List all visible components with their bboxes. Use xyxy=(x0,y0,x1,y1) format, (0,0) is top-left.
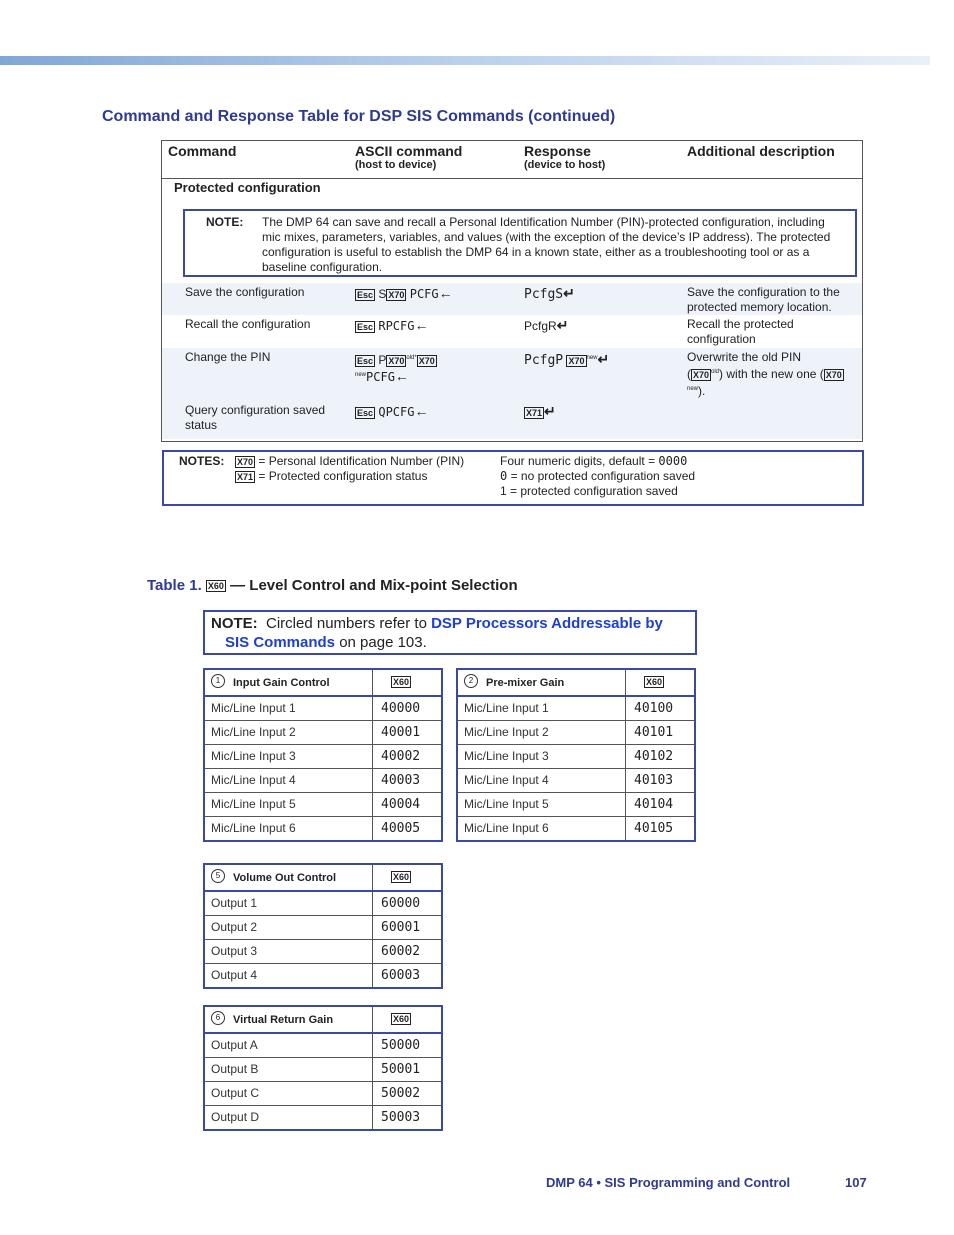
variable-box: X60 xyxy=(393,1014,410,1024)
ascii-cell xyxy=(355,286,453,302)
row-value: 60000 xyxy=(381,896,421,911)
left-arrow-icon: ← xyxy=(414,317,429,333)
row-value: 40000 xyxy=(381,701,421,716)
table-row xyxy=(205,964,441,987)
row-value: 50002 xyxy=(381,1086,421,1101)
row-value: 40104 xyxy=(634,797,674,812)
table-row xyxy=(205,697,441,721)
caption-number: Table 1. xyxy=(147,577,202,594)
left-arrow-icon: ← xyxy=(438,285,453,301)
row-label: Output 3 xyxy=(211,944,258,958)
notes-value: 0 xyxy=(500,469,508,483)
header-ascii-sub: (host to device) xyxy=(355,159,437,171)
return-arrow-icon: ↵ xyxy=(556,317,569,333)
circled-number: 6 xyxy=(211,1011,225,1025)
row-label: Mic/Line Input 6 xyxy=(211,821,296,835)
row-value: 40102 xyxy=(634,749,674,764)
notes-text: = Personal Identification Number (PIN) xyxy=(258,454,465,468)
row-label: Output C xyxy=(211,1086,260,1100)
table-row xyxy=(205,721,441,745)
row-label: Mic/Line Input 4 xyxy=(464,773,549,787)
table-title: Volume Out Control xyxy=(233,872,337,884)
section-title: Command and Response Table for DSP SIS Commands (continued) xyxy=(102,108,616,125)
table-header xyxy=(205,670,441,697)
esc-key: Esc xyxy=(357,407,374,418)
variable-box: X70 xyxy=(237,456,254,467)
description-text: ) with the new one ( xyxy=(719,367,824,381)
table-row xyxy=(162,401,862,439)
notes-text: = Protected configuration status xyxy=(258,469,428,483)
notes-text: Four numeric digits, default = xyxy=(500,454,656,468)
command-cell: Query configuration saved status xyxy=(185,403,326,432)
table-row xyxy=(205,916,441,940)
ascii-text: S xyxy=(378,287,387,301)
esc-key: Esc xyxy=(357,321,374,332)
row-label: Mic/Line Input 5 xyxy=(464,797,549,811)
description-text: ). xyxy=(698,384,706,398)
ascii-text: PCFG xyxy=(366,370,395,384)
table-row xyxy=(458,721,694,745)
description-cell: Recall the protected configuration xyxy=(687,317,794,346)
circled-number: 2 xyxy=(464,674,478,688)
row-label: Output 2 xyxy=(211,920,258,934)
subscript: new xyxy=(687,386,699,392)
row-label: Output A xyxy=(211,1038,258,1052)
esc-key: Esc xyxy=(357,289,374,300)
table-title: Input Gain Control xyxy=(233,677,330,689)
description-cell: Save the configuration to the protected memory location. xyxy=(687,285,840,314)
notes-text: = no protected configuration saved xyxy=(510,469,696,483)
row-value: 40001 xyxy=(381,725,421,740)
table-row xyxy=(162,348,862,401)
ascii-cell xyxy=(355,318,428,334)
row-value: 60002 xyxy=(381,944,421,959)
response-text: PcfgP xyxy=(524,353,564,368)
row-label: Output D xyxy=(211,1110,260,1124)
table-row xyxy=(458,745,694,769)
table-header xyxy=(162,141,862,179)
table-row xyxy=(205,940,441,964)
row-value: 50001 xyxy=(381,1062,421,1077)
page-number: 107 xyxy=(845,1175,867,1190)
variable-box: X71 xyxy=(237,471,254,482)
header-response-sub: (device to host) xyxy=(524,159,606,171)
notes-box xyxy=(162,450,864,506)
table-row xyxy=(205,817,441,840)
description-text: Overwrite the old PIN xyxy=(687,350,802,364)
return-arrow-icon: ↵ xyxy=(597,351,610,367)
row-label: Output 1 xyxy=(211,896,258,910)
input-gain-table xyxy=(203,668,443,842)
note-box xyxy=(183,209,857,277)
table-row xyxy=(205,1034,441,1058)
variable-box: X60 xyxy=(207,581,224,592)
description-cell: Overwrite the old PIN ( X70 $^{old}$) with the new one ( X70 $^{new}$). xyxy=(687,350,842,398)
row-label: Mic/Line Input 6 xyxy=(464,821,549,835)
row-label: Mic/Line Input 1 xyxy=(211,701,296,715)
header-ascii: ASCII command xyxy=(355,143,463,159)
header-response: Response xyxy=(524,143,591,159)
response-cell xyxy=(524,318,568,334)
table-row xyxy=(205,769,441,793)
row-value: 40101 xyxy=(634,725,674,740)
circled-number: 1 xyxy=(211,674,225,688)
row-label: Mic/Line Input 4 xyxy=(211,773,296,787)
note-text: The DMP 64 can save and recall a Personal Identification Number (PIN)-protected configuration, including mic mixes, parameters, variables, and values (with the exception of the device’s IP address). The protected configuration is useful to establish the DMP 64 in a known state, either as a troubleshooting tool or as a baseline configuration. xyxy=(262,215,831,274)
row-label: Mic/Line Input 3 xyxy=(211,749,296,763)
row-value: 40103 xyxy=(634,773,674,788)
table-row xyxy=(458,769,694,793)
superscript: old xyxy=(711,369,720,375)
header-command: Command xyxy=(168,143,237,159)
table-row xyxy=(205,745,441,769)
table-row xyxy=(205,1106,441,1129)
row-value: 40100 xyxy=(634,701,674,716)
table-row xyxy=(162,283,862,315)
ascii-cell xyxy=(355,404,428,420)
response-cell xyxy=(524,404,556,420)
left-arrow-icon: ← xyxy=(414,403,429,419)
variable-box: X70 xyxy=(825,369,842,380)
table-row xyxy=(205,793,441,817)
notes-left xyxy=(235,454,464,484)
subscript: new xyxy=(355,372,367,378)
note2-line1 xyxy=(211,615,663,632)
superscript: * xyxy=(414,355,417,361)
notes-right xyxy=(500,454,695,499)
command-cell: Recall the configuration xyxy=(185,317,311,331)
row-label: Mic/Line Input 3 xyxy=(464,749,549,763)
table-row xyxy=(458,817,694,840)
variable-box: X70 xyxy=(568,355,585,366)
variable-box: X70 xyxy=(388,289,405,300)
table-header xyxy=(458,670,694,697)
note-box-2 xyxy=(203,610,697,655)
row-value: 40105 xyxy=(634,821,674,836)
notes-text: 1 = protected configuration saved xyxy=(500,484,678,498)
table-row xyxy=(458,793,694,817)
row-value: 50003 xyxy=(381,1110,421,1125)
ascii-text: RPCFG xyxy=(378,319,415,333)
pre-mixer-gain-table xyxy=(456,668,696,842)
esc-key: Esc xyxy=(357,355,374,366)
variable-box: X70 xyxy=(418,355,435,366)
notes-value: 0000 xyxy=(658,454,688,468)
variable-box: X60 xyxy=(393,677,410,687)
row-label: Mic/Line Input 2 xyxy=(464,725,549,739)
header-gradient-bar xyxy=(0,56,930,65)
response-cell xyxy=(524,286,575,302)
caption-title: — Level Control and Mix-point Selection xyxy=(230,577,518,594)
row-label: Mic/Line Input 5 xyxy=(211,797,296,811)
table-title: Virtual Return Gain xyxy=(233,1014,334,1026)
command-table xyxy=(161,140,863,442)
row-label: Output 4 xyxy=(211,968,258,982)
row-value: 50000 xyxy=(381,1038,421,1053)
left-arrow-icon: ← xyxy=(394,368,409,384)
return-arrow-icon: ↵ xyxy=(563,285,575,301)
superscript: new xyxy=(586,355,598,361)
table-row xyxy=(205,1058,441,1082)
table-row xyxy=(162,315,862,348)
response-text: PcfgS xyxy=(524,287,564,302)
row-value: 40002 xyxy=(381,749,421,764)
table-row xyxy=(458,697,694,721)
virtual-return-table xyxy=(203,1005,443,1131)
command-cell: Change the PIN xyxy=(185,350,271,364)
variable-box: X70 xyxy=(388,355,405,366)
row-label: Output B xyxy=(211,1062,259,1076)
row-value: 60003 xyxy=(381,968,421,983)
superscript: old xyxy=(406,355,415,361)
variable-box: X70 xyxy=(693,369,710,380)
circled-number: 5 xyxy=(211,869,225,883)
header-description: Additional description xyxy=(687,143,835,159)
response-cell xyxy=(524,351,609,368)
return-arrow-icon: ↵ xyxy=(544,403,556,419)
table-title: Pre-mixer Gain xyxy=(486,677,565,689)
row-value: 40004 xyxy=(381,797,421,812)
row-label: Mic/Line Input 2 xyxy=(211,725,296,739)
table-header xyxy=(205,1007,441,1034)
dsp-processors-link[interactable]: DSP Processors Addressable by xyxy=(431,615,663,632)
note2-line2 xyxy=(225,634,427,651)
notes-label: NOTES: xyxy=(179,454,225,468)
volume-out-table xyxy=(203,863,443,989)
note2-text: on page 103. xyxy=(339,634,427,651)
row-value: 40005 xyxy=(381,821,421,836)
note2-text: Circled numbers refer to xyxy=(266,615,427,632)
row-value: 60001 xyxy=(381,920,421,935)
ascii-cell xyxy=(355,351,437,385)
note-label: NOTE: xyxy=(206,215,244,229)
response-text: PcfgR xyxy=(524,319,557,333)
variable-box: X71 xyxy=(526,407,543,418)
table-caption xyxy=(147,577,518,594)
row-value: 40003 xyxy=(381,773,421,788)
sis-commands-link[interactable]: SIS Commands xyxy=(225,634,336,651)
page-footer: DMP 64 • SIS Programming and Control xyxy=(546,1175,791,1190)
variable-box: X60 xyxy=(393,872,410,882)
ascii-text: QPCFG xyxy=(378,405,415,419)
variable-box: X60 xyxy=(646,677,663,687)
command-cell: Save the configuration xyxy=(185,285,305,299)
ascii-text: PCFG xyxy=(409,287,439,301)
ascii-text: P xyxy=(378,353,387,367)
table-row xyxy=(205,892,441,916)
note2-label: NOTE: xyxy=(211,615,258,632)
row-label: Mic/Line Input 1 xyxy=(464,701,549,715)
protected-configuration-label: Protected configuration xyxy=(174,180,321,195)
table-header xyxy=(205,865,441,892)
table-row xyxy=(205,1082,441,1106)
